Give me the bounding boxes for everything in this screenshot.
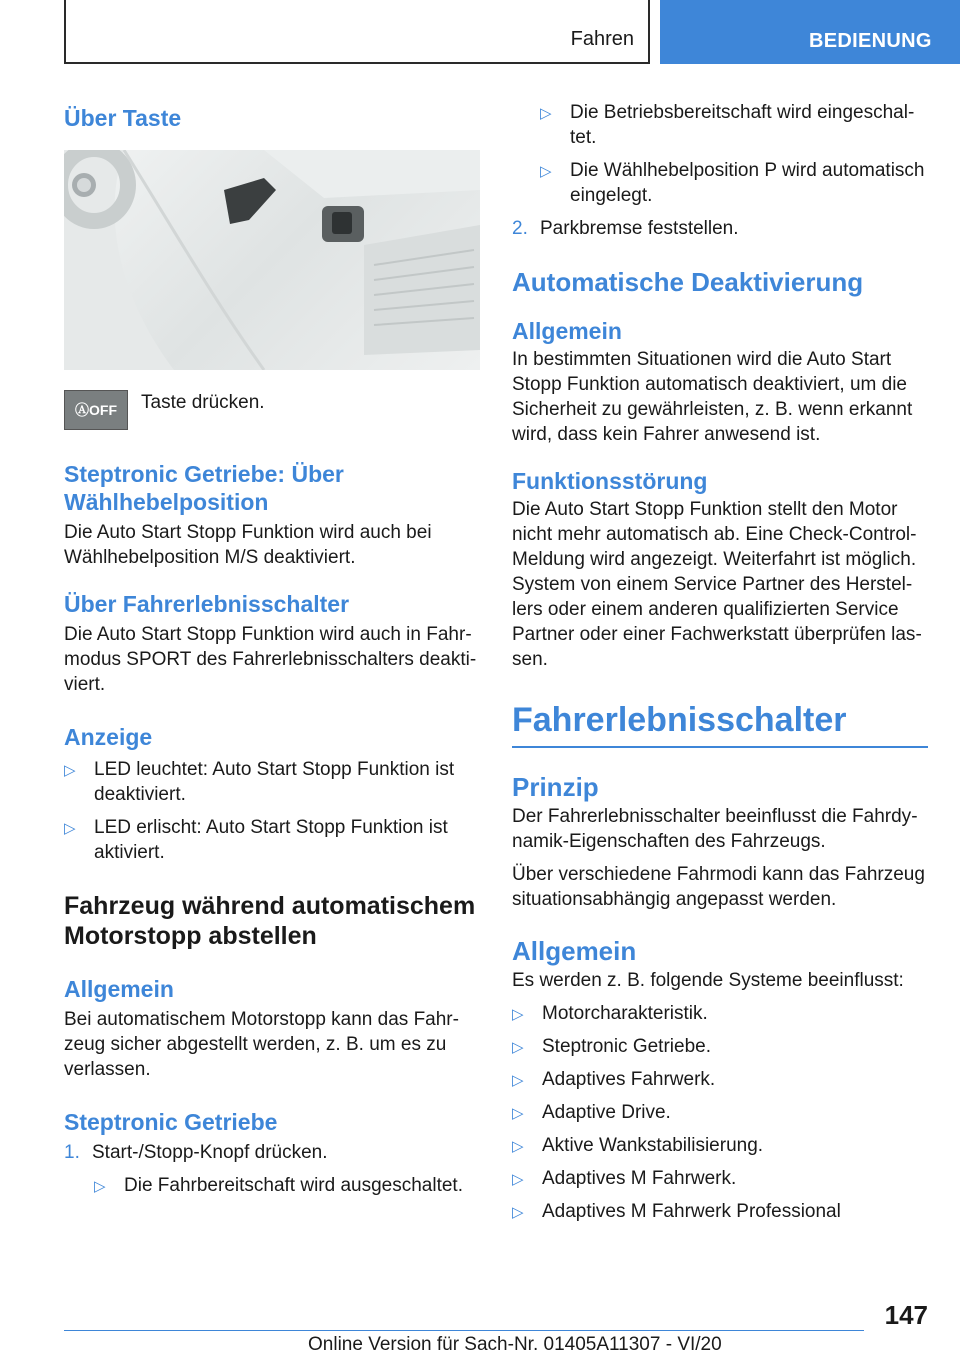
triangle-right-icon: ▷ [64,762,76,779]
heading-prinzip: Prinzip [512,772,599,802]
triangle-right-icon: ▷ [540,163,552,180]
triangle-right-icon: ▷ [64,820,76,837]
right-column [512,100,928,1225]
header-chapter: Fahren [570,28,634,50]
triangle-right-icon: ▷ [512,1072,524,1089]
heading-ueber-taste: Über Taste [64,105,182,131]
list-item: 2. Parkbremse feststellen. [512,218,739,239]
paragraph-prinzip-1: Der Fahrerlebnisschalter beeinflusst die Fahrdynamik-Eigenschaften des Fahrzeugs. [512,806,918,852]
footer-divider [64,1330,864,1331]
list-item: ▷ Adaptives Fahrwerk. [512,1067,928,1093]
paragraph-fahrerlebnisschalter: Die Auto Start Stopp Funktion wird auch in Fahrmodus SPORT des Fahrerlebnisschalters deaktiviert. [64,624,477,695]
paragraph-allgemein-1: Bei automatischem Motorstopp kann das Fahrzeug sicher abgestellt werden, z. B. um es zu verlassen. [64,1009,459,1080]
triangle-right-icon: ▷ [512,1138,524,1155]
list-item: ▷ Die Fahrbereitschaft wird ausgeschaltet. [64,1173,482,1199]
paragraph-allgemein-3: Es werden z. B. folgende Systeme beeinflusst: [512,970,904,991]
heading-allgemein-2: Allgemein [512,318,622,344]
list-item: ▷ Steptronic Getriebe. [512,1034,928,1060]
heading-fahrzeug-abstellen: Fahrzeug während automatischem Motorstopp abstellen [64,892,476,950]
footer-online-version: Online Version für Sach-Nr. 01405A11307 - VI/20 [308,1334,722,1355]
list-item: ▷ LED leuchtet: Auto Start Stopp Funktion ist deaktiviert. [64,759,455,805]
auto-start-stop-off-icon: ⒶOFF [64,390,128,430]
heading-funktionsstoerung: Funktionsstörung [512,468,708,494]
heading-steptronic-getriebe: Steptronic Getriebe [64,1109,278,1135]
triangle-right-icon: ▷ [512,1204,524,1221]
list-item: ▷ Adaptives M Fahrwerk Professional [512,1199,928,1225]
heading-anzeige: Anzeige [64,724,153,750]
heading-automatische-deaktivierung: Automatische Deaktivierung [512,267,864,297]
list-item: ▷ LED erlischt: Auto Start Stopp Funktion ist aktiviert. [64,817,448,863]
heading-ueber-fahrerlebnisschalter: Über Fahrerlebnisschalter [64,591,350,617]
header-chapter-box [64,0,650,64]
list-item: 1. Start-/Stopp-Knopf drücken. [64,1142,328,1163]
heading-fahrerlebnisschalter: Fahrerlebnisschalter [512,701,847,739]
list-item: ▷ Motorcharakteristik. [512,1001,928,1027]
paragraph-allgemein-2: In bestimmten Situationen wird die Auto Start Stopp Funktion automatisch deaktiviert, um die Sicherheit zu gewährleisten, z. B. wenn erkannt wird, dass kein Fahrer anwesend ist. [512,349,913,445]
list-item: ▷ Die Wählhebelposition P wird automatisch eingelegt. [540,160,925,206]
systems-list [512,1001,928,1225]
triangle-right-icon: ▷ [512,1006,524,1023]
triangle-right-icon: ▷ [94,1178,106,1195]
anzeige-list [64,757,482,865]
list-item: ▷ Die Betriebsbereitschaft wird eingeschaltet. [540,102,915,148]
left-column [64,100,482,1199]
heading-allgemein-3: Allgemein [512,936,637,966]
button-caption: Taste drücken. [141,392,265,413]
triangle-right-icon: ▷ [512,1171,524,1188]
page-number: 147 [884,1300,928,1330]
triangle-right-icon: ▷ [512,1105,524,1122]
paragraph-funktionsstoerung: Die Auto Start Stopp Funktion stellt den Motor nicht mehr automatisch ab. Eine Check-Control-Meldung wird angezeigt. Weiterfahrt ist möglich. System von einem Service Partner des Herstellers oder einem anderen qualifizierten Service Partner oder einer Fachwerkstatt überprüfen lassen. [512,499,922,670]
dashboard-photo [64,150,480,370]
list-item: ▷ Aktive Wankstabilisierung. [512,1133,928,1159]
button-row [64,390,482,430]
triangle-right-icon: ▷ [540,105,552,122]
section-divider [512,746,928,748]
dashboard-illustration [64,150,480,370]
header-section-tab [660,0,960,64]
steps-list [64,1140,482,1199]
heading-allgemein-1: Allgemein [64,976,174,1002]
list-item: ▷ Adaptives M Fahrwerk. [512,1166,928,1192]
header-section: BEDIENUNG [809,30,932,52]
heading-steptronic-waehlhebel: Steptronic Getriebe: Über Wählhebelposition [64,461,344,515]
triangle-right-icon: ▷ [512,1039,524,1056]
paragraph-prinzip-2: Über verschiedene Fahrmodi kann das Fahrzeug situationsabhängig angepasst werden. [512,864,925,910]
paragraph-steptronic-waehlhebel: Die Auto Start Stopp Funktion wird auch bei Wählhebelposition M/S deaktiviert. [64,522,432,568]
list-item: ▷ Adaptive Drive. [512,1100,928,1126]
